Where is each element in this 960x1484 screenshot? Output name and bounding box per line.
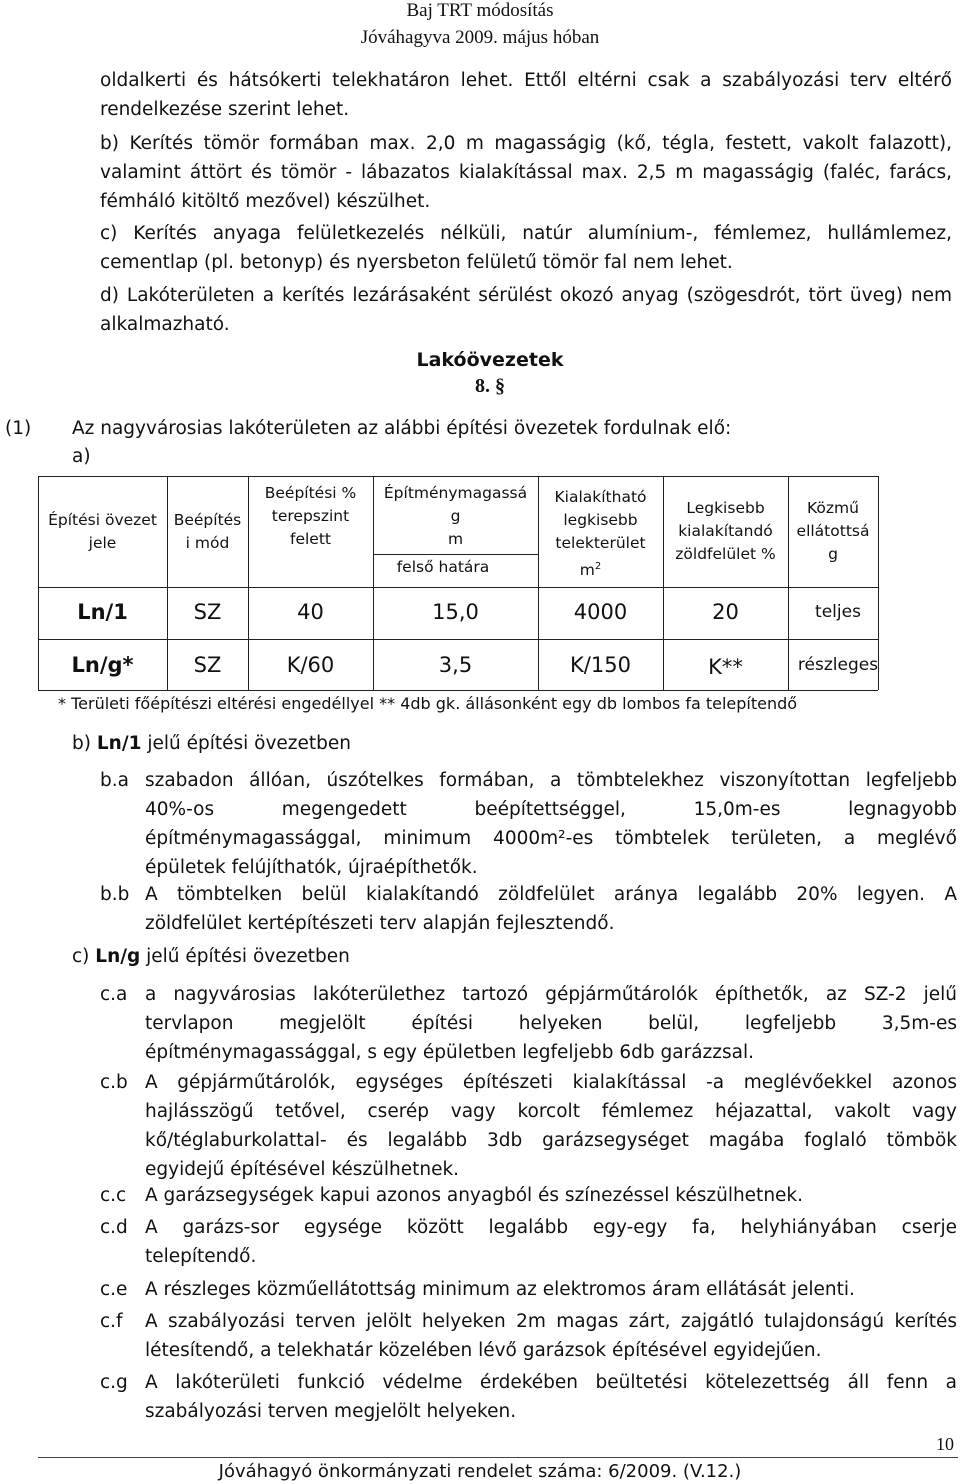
- text-line: b) Kerítés tömör formában max. 2,0 m magasságig (kő, tégla, festett, vakolt falazott),: [100, 133, 952, 154]
- item-label: c.a: [100, 984, 128, 1005]
- table-border-bottom: [38, 690, 878, 691]
- text-line: kő/téglaburkolattal- és legalább 3db garázsegységet magába foglaló tömbök: [145, 1130, 957, 1151]
- text-line: zöldfelület kertépítészeti terv alapján fejlesztendő.: [145, 913, 615, 934]
- text-line: alkalmazható.: [100, 314, 230, 335]
- header-line: i mód: [185, 534, 230, 552]
- header-line: Legkisebb: [686, 499, 765, 517]
- table-cell-mode: SZ: [193, 600, 222, 624]
- item-text: [145, 1275, 957, 1304]
- item-label: c.e: [100, 1279, 128, 1300]
- paragraph-c: [100, 219, 952, 277]
- item-label: b.a: [100, 770, 129, 791]
- text-line: épületek felújíthatók, újraépíthetők.: [145, 857, 478, 878]
- text-line: valamint áttört és tömör - lábazatos kialakítással max. 2,5 m magasságig (faléc, farács,: [100, 162, 952, 183]
- header-line: telekterület: [555, 534, 646, 552]
- header-approval: Jóváhagyva 2009. május hóban: [360, 27, 600, 48]
- text-line: A szabályozási terven jelölt helyeken 2m magas zárt, zajgátló tulajdonságú kerítés: [145, 1311, 957, 1332]
- subsection-label: b): [72, 733, 91, 754]
- header-height-sub: felső határa: [396, 558, 490, 576]
- paragraph-d: [100, 281, 952, 339]
- text-line: d) Lakóterületen a kerítés lezárásaként sérülést okozó anyag (szögesdrót, tört üveg) nem: [100, 285, 952, 306]
- subsection-rest: jelű építési övezetben: [141, 733, 352, 754]
- item-label: c.b: [100, 1072, 128, 1093]
- item-text: [145, 980, 957, 1067]
- text-line: A lakóterületi funkció védelme érdekében beültetési kötelezettség áll fenn a: [145, 1372, 957, 1393]
- item-text: [145, 1307, 957, 1365]
- text-line: A tömbtelken belül kialakítandó zöldfelület aránya legalább 20% legyen. A: [145, 884, 957, 905]
- table-cell-utility: részleges: [797, 655, 879, 675]
- text-line: egyidejű építésével készülhetnek.: [145, 1159, 460, 1180]
- section-number: 8. §: [475, 375, 505, 397]
- footer-rule: [38, 1457, 958, 1458]
- header-line: Építési övezet: [48, 511, 157, 529]
- item-label: c.c: [100, 1185, 127, 1206]
- text-line: szabályozási terven megjelölt helyeken.: [145, 1401, 517, 1422]
- table-subheader-divider: [373, 554, 538, 555]
- table-cell-zone: Ln/g*: [71, 653, 134, 677]
- header-line: terepszint: [271, 507, 350, 525]
- subsection-zone: Ln/g: [95, 946, 141, 967]
- item-label: c.d: [100, 1217, 128, 1238]
- table-divider: [38, 587, 878, 588]
- clause-sub: a): [72, 446, 91, 467]
- text-line: c) Kerítés anyaga felületkezelés nélküli, natúr alumínium-, fémlemez, hullámlemez,: [100, 223, 952, 244]
- text-line: A gépjárműtárolók, egységes építészeti kialakítással -a meglévőekkel azonos: [145, 1072, 957, 1093]
- header-zone: [38, 509, 167, 555]
- header-line: Építménymagassá: [383, 484, 528, 502]
- header-line: [538, 555, 663, 582]
- lot-unit-sup: 2: [594, 561, 602, 572]
- lot-unit: m: [579, 561, 595, 580]
- table-cell-ratio: 40: [297, 600, 324, 624]
- paragraph-b: [100, 129, 952, 216]
- table-cell-ratio: K/60: [286, 653, 335, 677]
- text-line: telepítendő.: [145, 1246, 257, 1267]
- subsection-c-heading: [72, 946, 350, 967]
- item-text: [145, 880, 957, 938]
- text-line: A részleges közműellátottság minimum az elektromos áram ellátását jelenti.: [145, 1279, 855, 1300]
- text-line: hajlásszögű tetővel, cserép vagy korcolt fémlemez héjazattal, vakolt vagy: [145, 1101, 957, 1122]
- header-utility: [788, 497, 878, 566]
- header-green: [663, 497, 788, 566]
- text-line: szabadon állóan, úszótelkes formában, a tömbtelekhez viszonyítottan legfeljebb: [145, 770, 957, 791]
- subsection-zone: Ln/1: [96, 733, 142, 754]
- header-line: Beépítési %: [264, 484, 357, 502]
- text-line: A garázsegységek kapui azonos anyagból és színezéssel készülhetnek.: [145, 1185, 804, 1206]
- table-cell-lot: 4000: [573, 600, 628, 624]
- text-line: létesítendő, a telekhatár közelében lévő garázsok építésével egyidejűen.: [145, 1340, 822, 1361]
- clause-number: (1): [5, 418, 32, 439]
- clause-text: Az nagyvárosias lakóterületen az alábbi építési övezetek fordulnak elő:: [72, 418, 732, 439]
- item-text: [145, 1368, 957, 1426]
- table-cell-green: 20: [712, 600, 739, 624]
- table-cell-zone: Ln/1: [77, 600, 128, 624]
- header-title: Baj TRT módosítás: [406, 0, 554, 21]
- table-cell-mode: SZ: [193, 653, 222, 677]
- item-label: c.f: [100, 1311, 123, 1332]
- text-line: a nagyvárosias lakóterülethez tartozó gépjárműtárolók építhetők, az SZ-2 jelű: [145, 984, 957, 1005]
- table-cell-utility: teljes: [815, 602, 861, 622]
- table-divider: [38, 639, 878, 640]
- header-lot: [538, 486, 663, 582]
- item-text: [145, 766, 957, 882]
- header-line: Beépítés: [173, 511, 242, 529]
- header-mode: [167, 509, 248, 555]
- subsection-rest: jelű építési övezetben: [140, 946, 350, 967]
- item-text: [145, 1181, 957, 1210]
- text-line: építménymagassággal, s egy épületben legfeljebb 6db garázzsal.: [145, 1042, 754, 1063]
- header-line: ellátottsá: [796, 522, 870, 540]
- table-cell-height: 15,0: [432, 600, 479, 624]
- text-line: építménymagassággal, minimum 4000m²-es tömbtelek területen, a meglévő: [145, 828, 957, 849]
- text-line: rendelkezése szerint lehet.: [100, 99, 350, 120]
- table-footnote: * Területi főépítészi eltérési engedéllyel ** 4db gk. állásonként egy db lombos fa telepítendő: [58, 694, 798, 713]
- header-ratio: [248, 482, 373, 551]
- footer-decree: Jóváhagyó önkormányzati rendelet száma: 6/2009. (V.12.): [218, 1461, 742, 1482]
- item-label: c.g: [100, 1372, 128, 1393]
- section-title: Lakóövezetek: [416, 349, 564, 371]
- item-label: b.b: [100, 884, 130, 905]
- intro-paragraph: [100, 66, 952, 124]
- item-text: [145, 1068, 957, 1184]
- header-line: felett: [290, 530, 331, 548]
- text-line: A garázs-sor egysége között legalább egy-egy fa, helyhiányában cserje: [145, 1217, 957, 1238]
- text-line: 40%-os megengedett beépítettséggel, 15,0m-es legnagyobb: [145, 799, 957, 820]
- table-border-top: [38, 476, 878, 477]
- text-line: oldalkerti és hátsókerti telekhatáron lehet. Ettől eltérni csak a szabályozási terv eltérő: [100, 70, 952, 91]
- header-line: kialakítandó: [678, 522, 773, 540]
- table-cell-green: K**: [708, 655, 743, 679]
- item-text: [145, 1213, 957, 1271]
- subsection-b-heading: [72, 733, 351, 754]
- header-line: Kialakítható: [554, 488, 647, 506]
- subsection-label: c): [72, 946, 90, 967]
- header-line: g: [450, 507, 461, 525]
- header-line: jele: [88, 534, 117, 552]
- header-line: m: [447, 530, 464, 548]
- header-line: g: [828, 545, 838, 563]
- header-line: legkisebb: [563, 511, 638, 529]
- table-cell-height: 3,5: [438, 653, 473, 677]
- page-number: 10: [936, 1434, 954, 1454]
- header-line: zöldfelület %: [675, 545, 776, 563]
- table-cell-lot: K/150: [570, 653, 631, 677]
- header-line: Közmű: [807, 499, 859, 517]
- header-height: [373, 482, 538, 551]
- text-line: fémháló kitöltő mezővel) készülhet.: [100, 191, 431, 212]
- text-line: cementlap (pl. betonyp) és nyersbeton felületű tömör fal nem lehet.: [100, 252, 733, 273]
- text-line: tervlapon megjelölt építési helyeken belül, legfeljebb 3,5m-es: [145, 1013, 957, 1034]
